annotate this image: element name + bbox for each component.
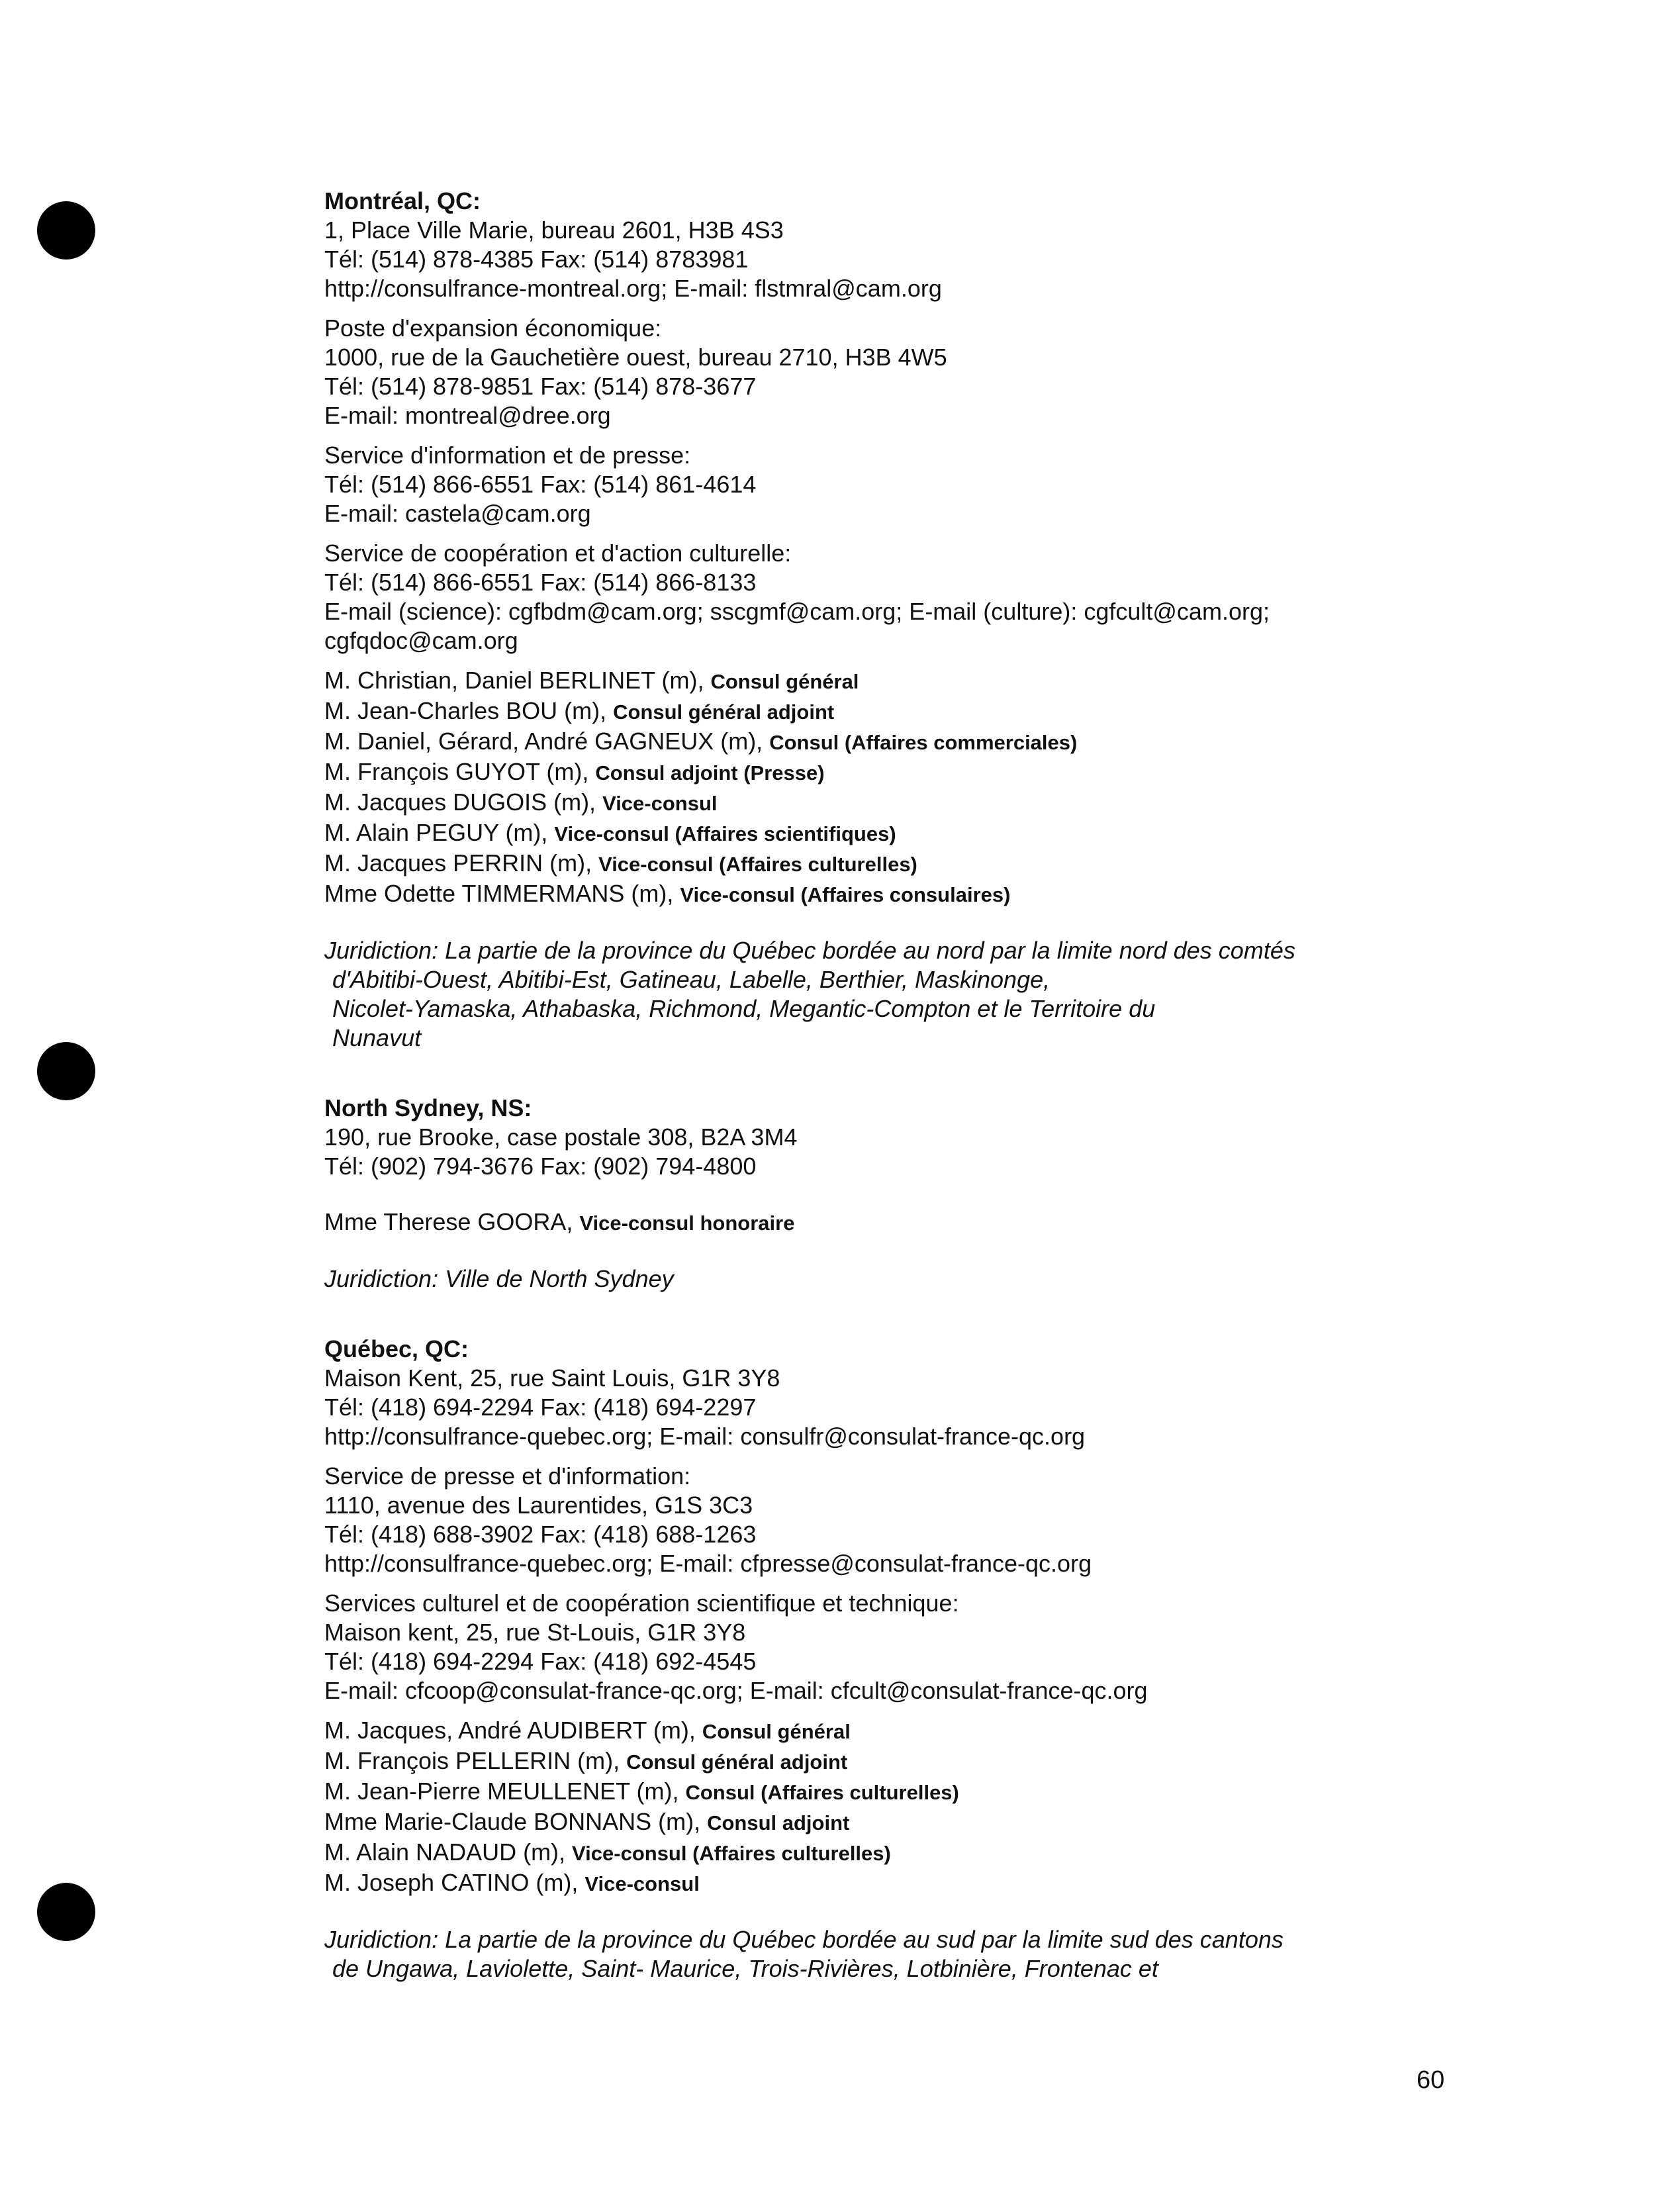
service-line: Tél: (514) 866-6551 Fax: (514) 861-4614 [324,471,757,498]
staff-role: Consul général adjoint [626,1750,848,1774]
staff-entry [324,1838,1357,1868]
address-line: Maison Kent, 25, rue Saint Louis, G1R 3Y8 [324,1364,780,1392]
staff-entry [324,696,1357,727]
section-north-sydney [324,1094,1357,1294]
address-line: 190, rue Brooke, case postale 308, B2A 3M4 [324,1123,798,1151]
staff-entry [324,666,1357,696]
staff-role: Vice-consul (Affaires scientifiques) [554,822,896,845]
jurisdiction-line: de Ungawa, Laviolette, Saint- Maurice, Trois-Rivières, Lotbinière, Frontenac et [332,1955,1158,1982]
jurisdiction-line: Juridiction: Ville de North Sydney [324,1265,674,1292]
staff-name: M. Christian, Daniel BERLINET (m), [324,667,711,694]
service-line: cgfqdoc@cam.org [324,627,518,654]
jurisdiction-line: Nicolet-Yamaska, Athabaska, Richmond, Megantic-Compton et le Territoire du [332,995,1156,1022]
staff-name: M. Jacques PERRIN (m), [324,849,599,877]
web-email-line: http://consulfrance-quebec.org; E-mail: consulfr@consulat-france-qc.org [324,1423,1086,1450]
jurisdiction-line: Nunavut [332,1024,422,1051]
jurisdiction-line: d'Abitibi-Ouest, Abitibi-Est, Gatineau, Labelle, Berthier, Maskinonge, [332,966,1050,993]
staff-role: Consul (Affaires commerciales) [769,731,1078,754]
section-heading: Montréal, QC: [324,187,481,214]
staff-role: Consul général [702,1720,851,1743]
service-title: Service d'information et de presse: [324,442,691,469]
staff-role: Consul général [710,670,859,693]
staff-list [324,1208,1357,1238]
staff-name: M. Jean-Pierre MEULLENET (m), [324,1778,686,1805]
contact-line: Tél: (418) 694-2294 Fax: (418) 694-2297 [324,1394,757,1421]
staff-role: Vice-consul (Affaires culturelles) [598,853,917,876]
staff-name: Mme Therese GOORA, [324,1208,580,1235]
staff-role: Vice-consul (Affaires culturelles) [572,1842,891,1865]
service-line: http://consulfrance-quebec.org; E-mail: cfpresse@consulat-france-qc.org [324,1550,1092,1577]
service-title: Service de coopération et d'action culturelle: [324,540,792,567]
staff-entry [324,879,1357,910]
staff-role: Consul général adjoint [613,700,835,724]
staff-name: Mme Odette TIMMERMANS (m), [324,880,680,907]
service-title: Poste d'expansion économique: [324,314,662,342]
section-montreal [324,187,1357,1053]
service-line: Tél: (418) 694-2294 Fax: (418) 692-4545 [324,1648,757,1675]
service-line: Maison kent, 25, rue St-Louis, G1R 3Y8 [324,1619,746,1646]
service-block [324,1462,1357,1578]
address-line: 1, Place Ville Marie, bureau 2601, H3B 4S3 [324,216,784,244]
jurisdiction [324,1925,1357,1983]
staff-entry [324,1208,1357,1238]
staff-role: Vice-consul (Affaires consulaires) [680,883,1011,906]
staff-name: M. François PELLERIN (m), [324,1747,627,1774]
staff-entry [324,1807,1357,1838]
web-email-line: http://consulfrance-montreal.org; E-mail: flstmral@cam.org [324,275,942,302]
section-quebec [324,1335,1357,1983]
section-heading: Québec, QC: [324,1335,469,1362]
staff-name: M. Alain NADAUD (m), [324,1838,573,1866]
staff-role: Consul (Affaires culturelles) [685,1781,959,1804]
staff-entry [324,727,1357,757]
staff-entry [324,1868,1357,1899]
staff-name: M. Jacques DUGOIS (m), [324,788,603,816]
staff-entry [324,788,1357,818]
jurisdiction [324,936,1357,1053]
service-line: Tél: (514) 866-6551 Fax: (514) 866-8133 [324,569,757,596]
staff-name: M. Jacques, André AUDIBERT (m), [324,1717,702,1744]
staff-role: Vice-consul [584,1872,700,1895]
staff-name: M. Alain PEGUY (m), [324,819,555,846]
service-line: E-mail (science): cgfbdm@cam.org; sscgmf@cam.org; E-mail (culture): cgfcult@cam.org; [324,598,1270,625]
jurisdiction-line: Juridiction: La partie de la province du Québec bordée au nord par la limite nord des comtés [324,937,1295,964]
staff-entry [324,1716,1357,1746]
jurisdiction [324,1264,1357,1294]
staff-entry [324,757,1357,788]
staff-name: M. Jean-Charles BOU (m), [324,697,614,724]
service-block [324,1589,1357,1705]
staff-entry [324,1777,1357,1807]
binder-hole-bottom [37,1883,95,1941]
service-title: Service de presse et d'information: [324,1462,691,1490]
service-line: E-mail: cfcoop@consulat-france-qc.org; E-mail: cfcult@consulat-france-qc.org [324,1677,1148,1704]
section-heading: North Sydney, NS: [324,1094,532,1121]
staff-list [324,666,1357,910]
contact-line: Tél: (902) 794-3676 Fax: (902) 794-4800 [324,1153,757,1180]
staff-role: Vice-consul [602,792,718,815]
staff-name: M. Daniel, Gérard, André GAGNEUX (m), [324,728,770,755]
jurisdiction-line: Juridiction: La partie de la province du Québec bordée au sud par la limite sud des cantons [324,1926,1283,1953]
staff-list [324,1716,1357,1899]
service-line: E-mail: castela@cam.org [324,500,591,527]
service-title: Services culturel et de coopération scientifique et technique: [324,1590,959,1617]
staff-name: M. François GUYOT (m), [324,758,596,785]
service-block [324,539,1357,655]
binder-hole-middle [37,1042,95,1100]
service-line: 1000, rue de la Gauchetière ouest, bureau 2710, H3B 4W5 [324,344,947,371]
contact-line: Tél: (514) 878-4385 Fax: (514) 8783981 [324,246,749,273]
staff-entry [324,1746,1357,1777]
service-block [324,314,1357,430]
service-line: Tél: (514) 878-9851 Fax: (514) 878-3677 [324,373,757,400]
staff-role: Consul adjoint (Presse) [595,761,825,784]
page-number: 60 [1417,2066,1445,2094]
binder-hole-top [37,201,95,260]
staff-entry [324,849,1357,879]
staff-name: M. Joseph CATINO (m), [324,1869,585,1896]
staff-entry [324,818,1357,849]
document-body [324,187,1357,1983]
staff-role: Vice-consul honoraire [579,1212,795,1235]
service-line: 1110, avenue des Laurentides, G1S 3C3 [324,1492,753,1519]
service-line: E-mail: montreal@dree.org [324,402,611,429]
service-block [324,441,1357,528]
service-line: Tél: (418) 688-3902 Fax: (418) 688-1263 [324,1521,757,1548]
staff-name: Mme Marie-Claude BONNANS (m), [324,1808,708,1835]
staff-role: Consul adjoint [707,1811,850,1834]
